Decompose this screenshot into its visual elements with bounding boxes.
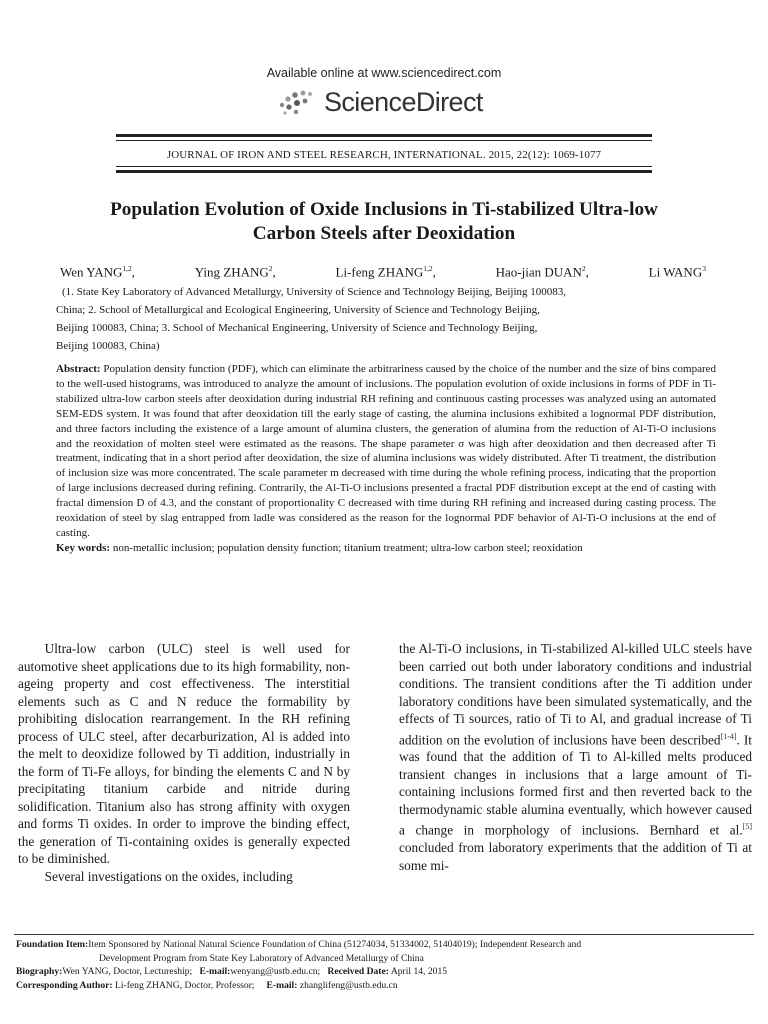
keywords-label: Key words: [56,541,111,554]
sciencedirect-wordmark: ScienceDirect [324,86,483,117]
citation-ref[interactable]: [5] [742,822,752,832]
paper-title [40,198,728,246]
author-list [40,264,728,280]
sciencedirect-logo [276,82,483,122]
journal-rule-bottom-thin [116,166,652,167]
affiliation-line: Beijing 100083, China; 3. School of Mechanical Engineering, University of Science and Technology Beijing, [56,322,538,334]
paragraph: the Al-Ti-O inclusions, in Ti-stabilized Al-killed ULC steels have been carried out both under laboratory conditions and industrial conditions. The transient conditions after the Ti addition under laboratory conditions have been simulated systematically, and the effects of Ti sources, ratio of Ti to Al, and gradual increase of Ti addition on the evolution of inclusions have been described[1-4]. It was found that the addition of Ti to Al-killed melts produced transient changes in inclusions that a large amount of Ti-containing inclusions formed first and then reverted back to the thermodynamic stable alumina eventually, which however caused a change in morphology of inclusions. Bernhard et al.[5] concluded from laboratory experiments that the addition of Ti at some mi- [399,641,752,873]
keywords-text: non-metallic inclusion; population density function; titanium treatment; ultra-low carbon steel; reoxidation [112,541,583,554]
title-line-1: Population Evolution of Oxide Inclusions in Ti-stabilized Ultra-low [110,199,658,220]
journal-rule-top-thin [116,140,652,141]
author: Li-feng ZHANG$^{1,2}$, [335,264,436,280]
body-column-right [399,640,752,874]
body-column-left [18,640,350,885]
abstract [56,362,716,556]
sciencedirect-dots-icon [276,85,320,119]
paragraph: Ultra-low carbon (ULC) steel is well used for automotive sheet applications due to its high formability, non-ageing property and cost effectiveness. The interstitial elements such as C and N reduce the formability by prohibiting dislocation rearrangement. In the RH refining process of ULC steel, after decarburization, Al is added into the melt to deoxidize followed by Ti addition, industrially in the form of Ti-Fe alloys, for binding the elements C and N by precipitating titanium carbide and nitride during solidification. Titanium also has strong affinity with oxygen and forms Ti oxides. In order to improve the binding effect, the generation of Ti-containing oxides is generally expected to be diminished. [18,641,350,866]
abstract-label: Abstract: [56,363,101,375]
available-online-text: Available online at www.sciencedirect.com [266,66,502,80]
affiliation-line: China; 2. School of Metallurgical and Ecological Engineering, University of Science and Technology Beijing, [56,304,540,316]
author: Wen YANG$^{1,2}$, [60,264,136,280]
affiliations [56,283,716,355]
foundation-item-cont: Development Program from State Key Laboratory of Advanced Metallurgy of China [99,952,424,964]
author: Ying ZHANG$^2$, [194,264,276,280]
footnotes [16,938,756,992]
journal-rule-top [116,134,652,137]
journal-citation: JOURNAL OF IRON AND STEEL RESEARCH, INTERNATIONAL. 2015, 22(12): 1069-1077 [166,149,602,161]
affiliation-line: Beijing 100083, China) [56,340,160,352]
foundation-item: Foundation Item:Item Sponsored by National Natural Science Foundation of China (51274034, 51334002, 51404019); Independent Research and [16,939,582,950]
title-line-2: Carbon Steels after Deoxidation [252,223,516,244]
author: Hao-jian DUAN$^2$, [495,264,589,280]
author: Li WANG$^3$ [648,264,706,280]
paragraph: Several investigations on the oxides, including [44,868,293,884]
abstract-text: Population density function (PDF), which can eliminate the arbitrariness caused by the choice of the number and the size of bins compared to the well-used histograms, was introduced to analyze the amount of inclusions. The population evolution of oxide inclusions in forms of PDF in Ti-stabilized ultra-low carbon steels after deoxidation during industrial RH refining and continuous casting processes was analyzed using an automated SEM-EDS system. It was found that after deoxidation till the early stage of casting, the alumina inclusions exhibited a lognormal PDF distribution, and three factors including the existence of a large amount of alumina clusters, the generation of alumina from the reduction of Al-Ti-O inclusions and the reoxidation of molten steel were estimated as the reasons. The shape parameter σ was high after deoxidation and then decreased after Ti treatment, indicating that in a short period after deoxidation, the size of alumina inclusions was widely distributed. After Ti treatment, the distribution of inclusion size was more concentrated. The scale parameter m decreased with time during the whole refining process, indicating that the proportion of large inclusions decreased during refining. Contrarily, the Al-Ti-O inclusions presented a fractal PDF distribution except at the end of casting with fractal dimension D of 4.3, and the constant of proportionality C decreased with time during RH refining and increased during casting process. The reoxidation of steel by slag entrapped from ladle was considered as the reason for the lognormal PDF behavior of Al-Ti-O inclusions at the end of casting. [56,363,716,539]
abstract-body [56,362,716,541]
journal-rule-bottom [116,170,652,173]
biography: Biography:Wen YANG, Doctor, Lectureship; E-mail:wenyang@ustb.edu.cn; Received Date: April 14, 2015 [16,966,448,978]
corresponding-author: Corresponding Author: Li-feng ZHANG, Doctor, Professor; E-mail: zhanglifeng@ustb.edu.cn [16,979,398,991]
citation-ref[interactable]: [1-4] [720,731,737,741]
keywords [56,541,716,556]
affiliation-line: (1. State Key Laboratory of Advanced Metallurgy, University of Science and Technology Beijing, Beijing 100083, [62,286,566,298]
footnote-divider [14,934,754,935]
